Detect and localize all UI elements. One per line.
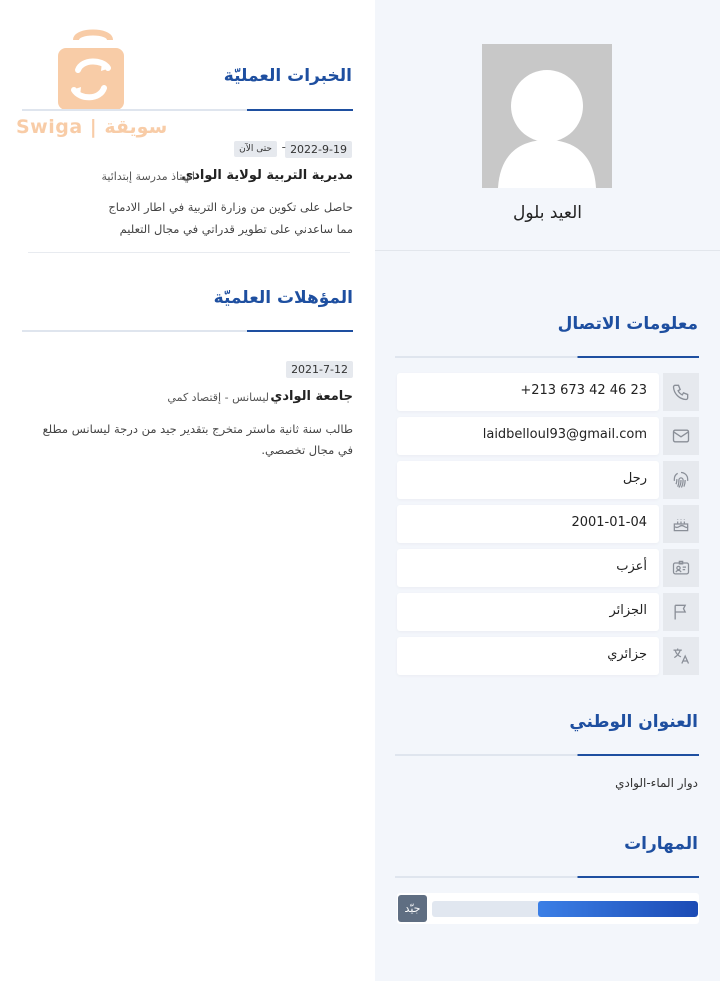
phone-value[interactable]: +213 673 42 46 23: [520, 383, 647, 398]
contact-gender-row: [397, 461, 699, 499]
sidebar: [375, 0, 720, 981]
skill-level-badge: جيّد: [398, 895, 427, 922]
address-value: دوار الماء-الوادي: [615, 776, 698, 790]
id-card-icon: [663, 549, 699, 587]
address-section-title: العنوان الوطني: [569, 712, 698, 732]
avatar-placeholder-icon: [482, 44, 612, 188]
education-degree: ليسانس - إقتصاد كمي: [167, 391, 269, 404]
birthdate-value: 2001-01-04: [571, 515, 647, 530]
experience-start-date: 2022-9-19: [285, 141, 352, 158]
skills-section-title: المهارات: [624, 834, 698, 854]
shopping-bag-icon: [16, 26, 176, 116]
education-date: 2021-7-12: [286, 361, 353, 378]
phone-icon: [663, 373, 699, 411]
contact-marital-row: [397, 549, 699, 587]
marital-status-value: أعزب: [616, 559, 647, 574]
section-underline: [395, 356, 699, 358]
contact-value-box: [397, 373, 659, 411]
watermark-logo: [16, 26, 176, 146]
skill-progress-fill: [538, 901, 698, 917]
contact-section-title: معلومات الاتصال: [557, 314, 698, 334]
cake-icon: [663, 505, 699, 543]
experience-description-line: مما ساعدني على تطوير قدراتي في مجال التعليم: [119, 222, 353, 236]
divider: [375, 250, 720, 251]
contact-value-box: [397, 593, 659, 631]
experience-organization: مديرية التربية لولاية الوادي: [181, 168, 353, 183]
section-underline: [395, 876, 699, 878]
experience-section-title: الخبرات العمليّة: [223, 66, 352, 86]
gender-value: رجل: [622, 471, 647, 486]
education-section-title: المؤهلات العلميّة: [213, 288, 353, 308]
experience-role: استاذ مدرسة إبتدائية: [101, 170, 195, 183]
education-description-line: في مجال تخصصي.: [261, 443, 353, 457]
entry-divider: [28, 252, 350, 253]
translate-icon: [663, 637, 699, 675]
contact-value-box: [397, 505, 659, 543]
flag-icon: [663, 593, 699, 631]
watermark-text: Swiga | سويقة: [16, 116, 168, 138]
date-separator: -: [281, 140, 286, 154]
profile-photo: [482, 44, 612, 188]
contact-email-row: [397, 417, 699, 455]
email-value[interactable]: laidbelloul93@gmail.com: [482, 427, 647, 442]
section-underline: [395, 754, 699, 756]
education-description-line: طالب سنة ثانية ماستر متخرج بتقدير جيد من درجة ليسانس مطلع: [42, 422, 353, 436]
contact-value-box: [397, 637, 659, 675]
skill-item: [397, 893, 699, 924]
education-institution: جامعة الوادي: [270, 389, 353, 404]
contact-value-box: [397, 549, 659, 587]
section-underline: [22, 330, 353, 332]
contact-birthdate-row: [397, 505, 699, 543]
contact-value-box: [397, 461, 659, 499]
skill-progress-track: [432, 901, 698, 917]
contact-nationality-row: [397, 637, 699, 675]
contact-value-box: [397, 417, 659, 455]
nationality-value: جزائري: [607, 647, 647, 662]
country-value: الجزائر: [609, 603, 647, 618]
email-icon: [663, 417, 699, 455]
section-underline: [22, 109, 353, 111]
fingerprint-icon: [663, 461, 699, 499]
experience-end-date: حتى الآن: [234, 141, 277, 157]
contact-phone-row: [397, 373, 699, 411]
contact-country-row: [397, 593, 699, 631]
experience-description-line: حاصل على تكوين من وزارة التربية في اطار الادماج: [108, 200, 353, 214]
person-name: العيد بلول: [512, 203, 583, 223]
